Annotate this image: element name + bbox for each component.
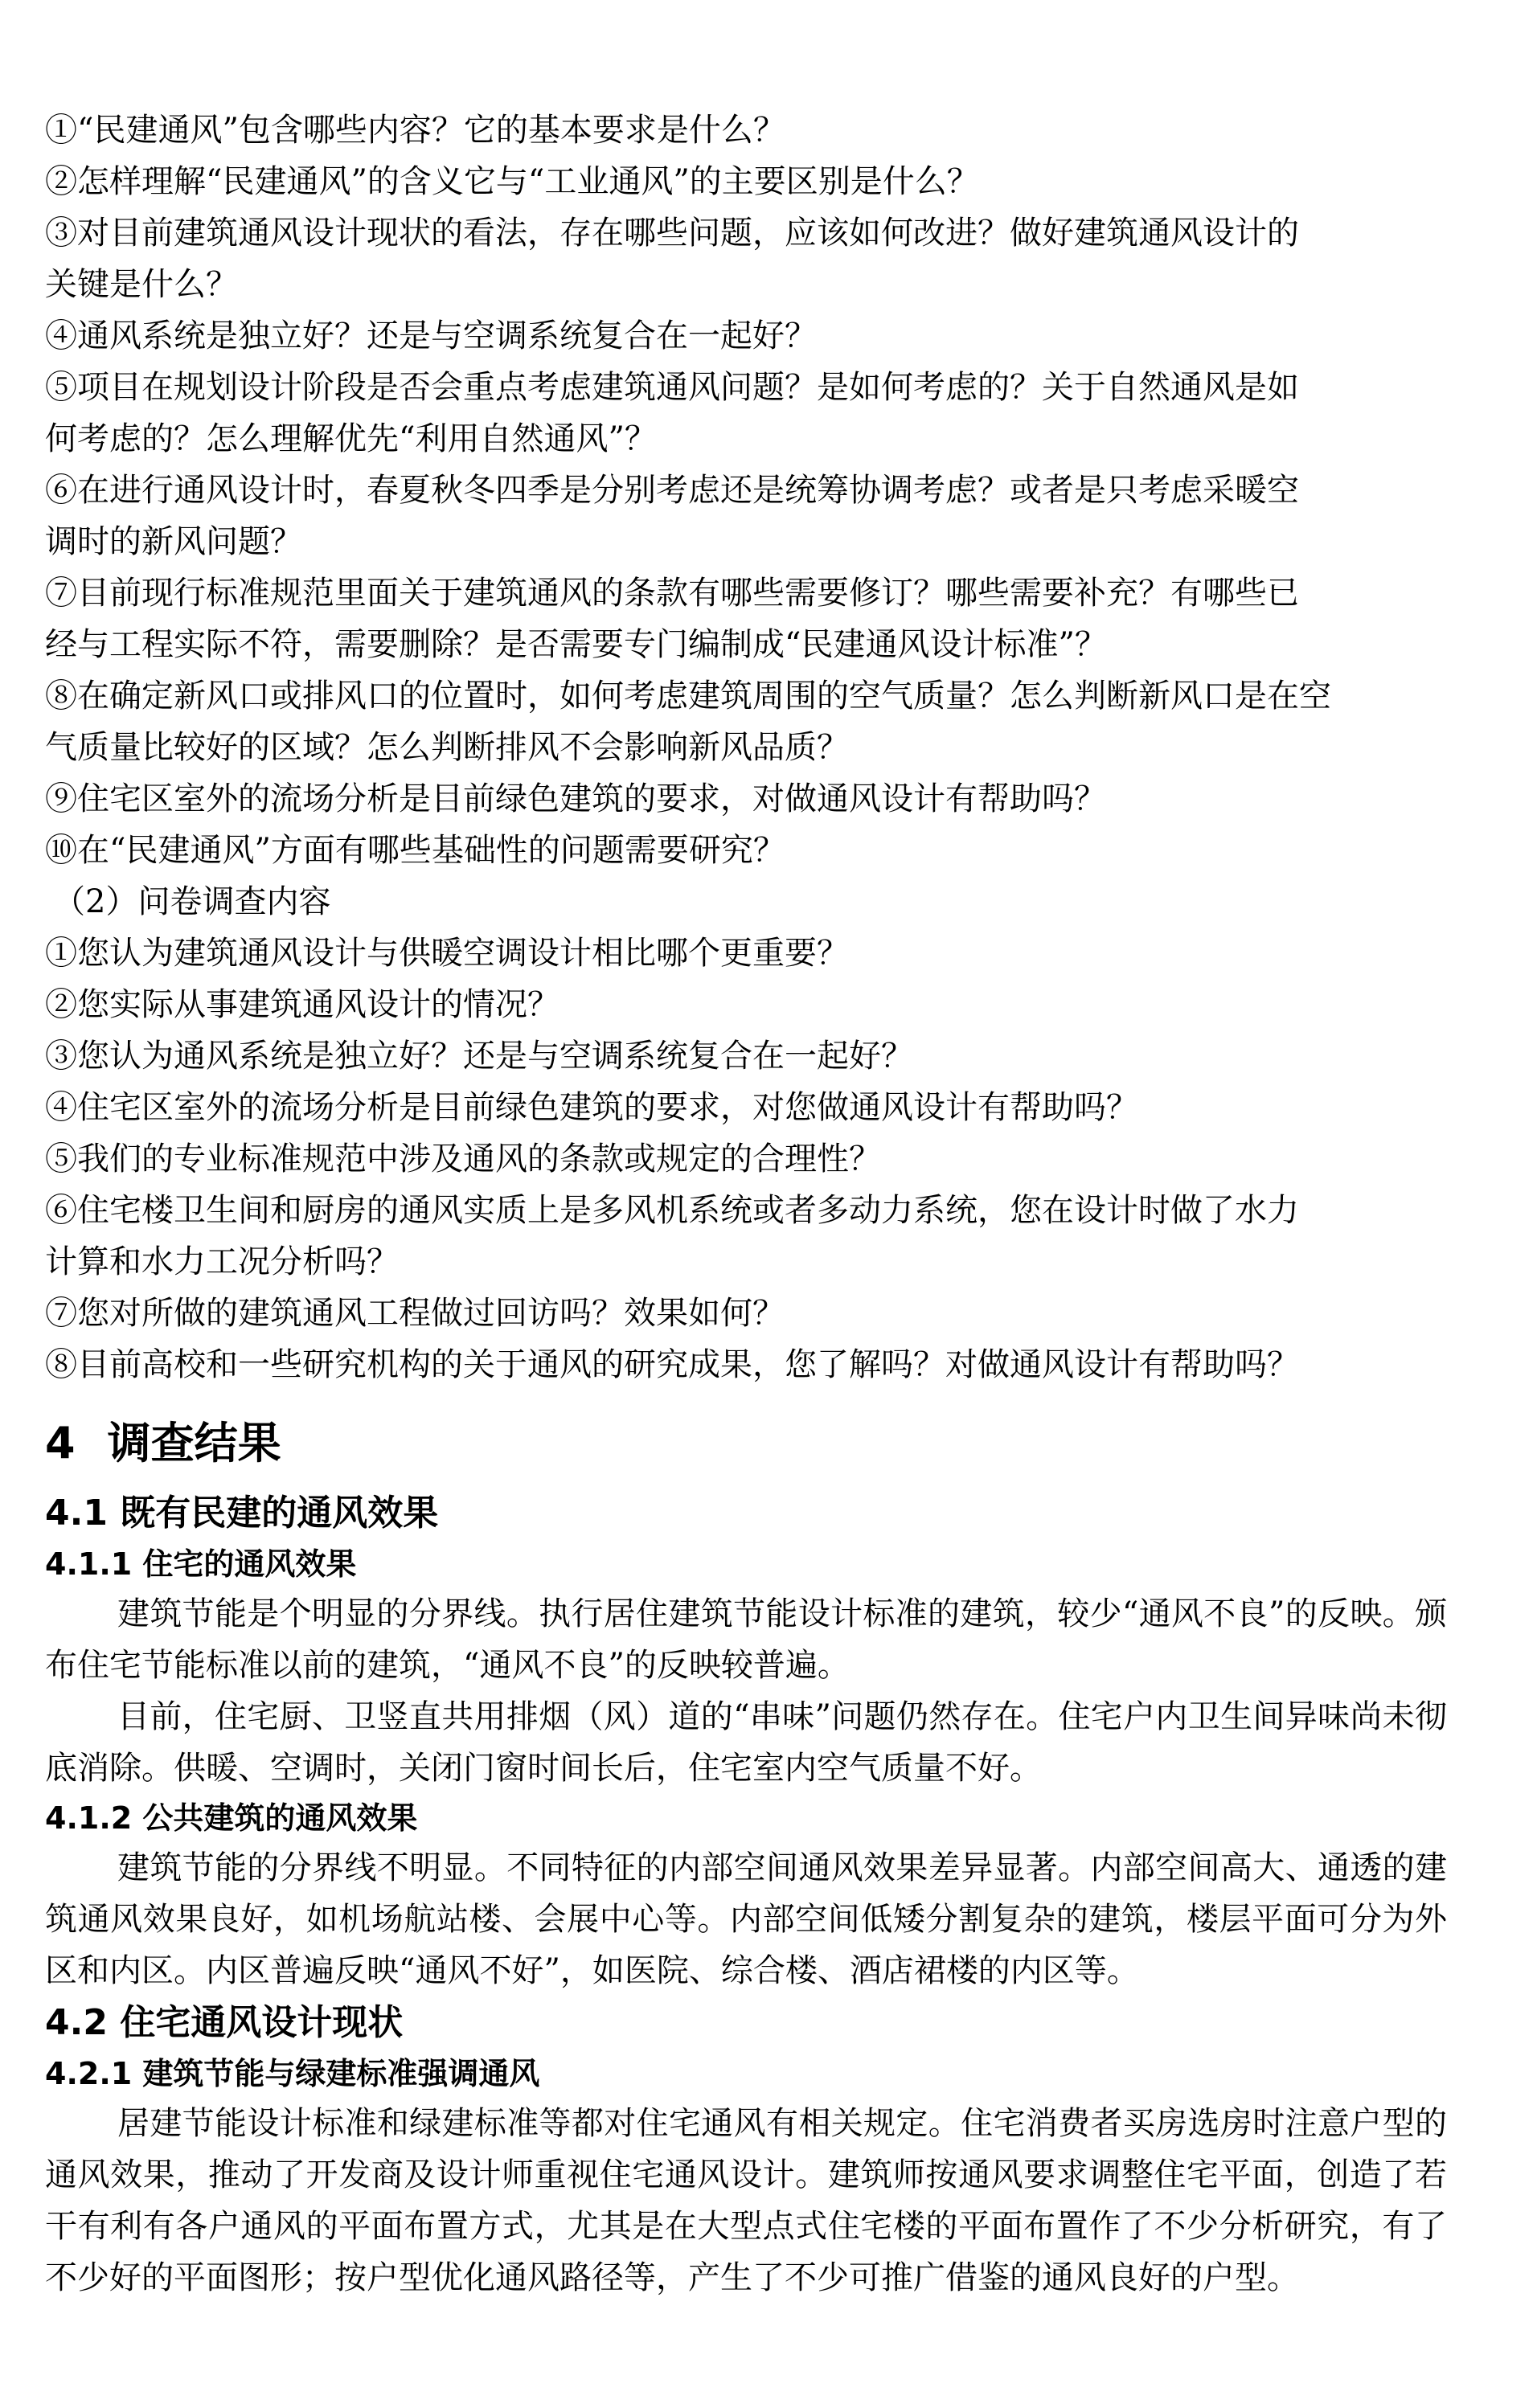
interview-question-5-cont: 何考虑的？怎么理解优先“利用自然通风”？ bbox=[45, 420, 657, 457]
survey-heading: （2）问卷调查内容 bbox=[53, 883, 331, 920]
survey-question-7: ⑦您对所做的建筑通风工程做过回访吗？效果如何？ bbox=[45, 1295, 785, 1332]
section-4-1-1-heading: 4.1.1 住宅的通风效果 bbox=[45, 1546, 357, 1582]
interview-question-1: ①“民建通风”包含哪些内容？它的基本要求是什么？ bbox=[45, 112, 785, 149]
interview-question-6-cont: 调时的新风问题？ bbox=[45, 523, 302, 560]
survey-question-list bbox=[45, 928, 1447, 1390]
section-4-heading bbox=[45, 1411, 1447, 1476]
survey-question-3: ③您认为通风系统是独立好？还是与空调系统复合在一起好？ bbox=[45, 1038, 913, 1075]
document-page bbox=[45, 104, 1447, 2304]
interview-question-4: ④通风系统是独立好？还是与空调系统复合在一起好？ bbox=[45, 317, 817, 354]
interview-question-6: ⑥在进行通风设计时，春夏秋冬四季是分别考虑还是统筹协调考虑？或者是只考虑采暖空 bbox=[45, 472, 1299, 509]
interview-question-5: ⑤项目在规划设计阶段是否会重点考虑建筑通风问题？是如何考虑的？关于自然通风是如 bbox=[45, 369, 1299, 406]
survey-question-4: ④住宅区室外的流场分析是目前绿色建筑的要求，对您做通风设计有帮助吗？ bbox=[45, 1089, 1138, 1126]
section-4-number: 4 bbox=[45, 1418, 76, 1468]
interview-question-8-cont: 气质量比较好的区域？怎么判断排风不会影响新风品质？ bbox=[45, 729, 849, 766]
section-4-2-1-paragraph-1: 居建节能设计标准和绿建标准等都对住宅通风有相关规定。住宅消费者买房选房时注意户型的通风效果，推动了开发商及设计师重视住宅通风设计。建筑师按通风要求调整住宅平面，创造了若干有利有各户通风的平面布置方式，尤其是在大型点式住宅楼的平面布置作了不少分析研究，有了不少好的平面图形；按户型优化通风路径等，产生了不少可推广借鉴的通风良好的户型。 bbox=[45, 2105, 1447, 2296]
section-4-title: 调查结果 bbox=[107, 1418, 281, 1468]
section-4-1-1-paragraph-1: 建筑节能是个明显的分界线。执行居住建筑节能设计标准的建筑，较少“通风不良”的反映。颁布住宅节能标准以前的建筑，“通风不良”的反映较普遍。 bbox=[45, 1595, 1447, 1684]
interview-question-7: ⑦目前现行标准规范里面关于建筑通风的条款有哪些需要修订？哪些需要补充？有哪些已 bbox=[45, 575, 1299, 612]
survey-question-5: ⑤我们的专业标准规范中涉及通风的条款或规定的合理性？ bbox=[45, 1141, 881, 1177]
section-4-1-2-paragraph-1: 建筑节能的分界线不明显。不同特征的内部空间通风效果差异显著。内部空间高大、通透的建筑通风效果良好，如机场航站楼、会展中心等。内部空间低矮分割复杂的建筑，楼层平面可分为外区和内区。内区普遍反映“通风不好”，如医院、综合楼、酒店裙楼的内区等。 bbox=[45, 1849, 1447, 1989]
interview-question-9: ⑨住宅区室外的流场分析是目前绿色建筑的要求，对做通风设计有帮助吗？ bbox=[45, 780, 1106, 817]
interview-question-3-cont: 关键是什么？ bbox=[45, 266, 238, 303]
survey-question-6-cont: 计算和水力工况分析吗？ bbox=[45, 1243, 399, 1280]
interview-question-7-cont: 经与工程实际不符，需要删除？是否需要专门编制成“民建通风设计标准”？ bbox=[45, 626, 1107, 663]
section-4-1-2-heading: 4.1.2 公共建筑的通风效果 bbox=[45, 1800, 418, 1836]
survey-question-2: ②您实际从事建筑通风设计的情况？ bbox=[45, 986, 559, 1023]
survey-question-6: ⑥住宅楼卫生间和厨房的通风实质上是多风机系统或者多动力系统，您在设计时做了水力 bbox=[45, 1192, 1299, 1229]
section-4-1-1-paragraph-2: 目前，住宅厨、卫竖直共用排烟（风）道的“串味”问题仍然存在。住宅户内卫生间异味尚未彻底消除。供暖、空调时，关闭门窗时间长后，住宅室内空气质量不好。 bbox=[45, 1698, 1447, 1787]
interview-question-8: ⑧在确定新风口或排风口的位置时，如何考虑建筑周围的空气质量？怎么判断新风口是在空 bbox=[45, 678, 1331, 715]
interview-question-2: ②怎样理解“民建通风”的含义它与“工业通风”的主要区别是什么？ bbox=[45, 163, 979, 200]
interview-question-3: ③对目前建筑通风设计现状的看法，存在哪些问题，应该如何改进？做好建筑通风设计的 bbox=[45, 215, 1299, 252]
survey-question-8: ⑧目前高校和一些研究机构的关于通风的研究成果，您了解吗？对做通风设计有帮助吗？ bbox=[45, 1346, 1299, 1383]
interview-question-10: ⑩在“民建通风”方面有哪些基础性的问题需要研究？ bbox=[45, 832, 785, 869]
section-4-2-1-heading: 4.2.1 建筑节能与绿建标准强调通风 bbox=[45, 2056, 540, 2091]
interview-question-list bbox=[45, 104, 1447, 876]
section-4-1-heading: 4.1 既有民建的通风效果 bbox=[45, 1493, 439, 1534]
section-4-2-heading: 4.2 住宅通风设计现状 bbox=[45, 2002, 404, 2043]
survey-question-1: ①您认为建筑通风设计与供暖空调设计相比哪个更重要？ bbox=[45, 935, 849, 972]
